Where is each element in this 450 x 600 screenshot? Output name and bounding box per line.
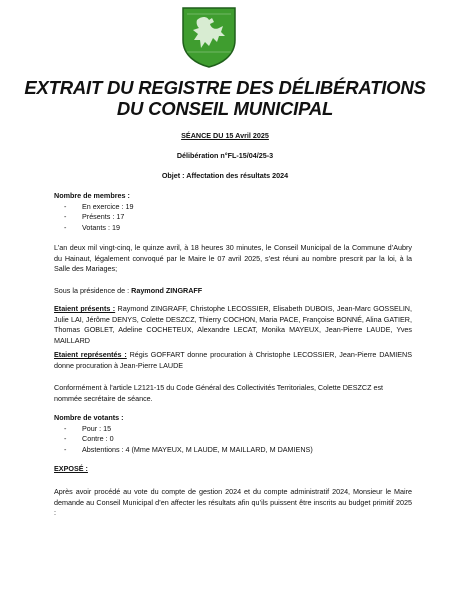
voters-item: - Pour : 15 (54, 424, 412, 435)
members-item: - En exercice : 19 (54, 202, 412, 213)
presents-label: Etaient présents : (54, 304, 116, 313)
document-title-line-1: EXTRAIT DU REGISTRE DES DÉLIBÉRATIONS (24, 77, 426, 98)
represented-label: Etaient représentés : (54, 350, 127, 359)
document-title-line-2: DU CONSEIL MUNICIPAL (116, 98, 334, 119)
voters-heading: Nombre de votants : (54, 413, 124, 422)
municipal-crest-logo (181, 6, 237, 68)
members-list (54, 202, 412, 234)
seance-date: SÉANCE DU 15 Avril 2025 (181, 131, 269, 140)
members-heading: Nombre de membres : (54, 191, 130, 200)
members-section (54, 191, 412, 233)
presents-list: Raymond ZINGRAFF, Christophe LECOSSIER, Elisabeth DUBOIS, Jean-Marc GOSSELIN, Julie LAI, Jérôme DENYS, Colette DESZCZ, Thierry COCHON, Maria PACE, Françoise BONNÉ, Alina GATIER, Thomas GOBLET, Adeline COCHETEUX, Alexandre LECAT, Monika MAYEUX, Jean-Pierre LAUDE, Yves MAILLARD (54, 304, 412, 345)
voters-item: - Abstentions : 4 (Mme MAYEUX, M LAUDE, M MAILLARD, M DAMIENS) (54, 445, 412, 456)
presidence-prefix: Sous la présidence de : (54, 286, 132, 295)
secretary-paragraph: Conformément à l’article L2121-15 du Code Général des Collectivités Territoriales, Colette DESZCZ est nommée secrétaire de séance. (54, 383, 384, 403)
expose-paragraph: Après avoir procédé au vote du compte de gestion 2024 et du compte administratif 2024, Monsieur le Maire demande au Conseil Municipal d’en affecter les résultats afin qu’ils puissent être inscrits au budget primitif 2025 : (54, 487, 412, 518)
deliberation-number: Délibération n°FL-15/04/25-3 (176, 151, 274, 160)
members-item: - Votants : 19 (54, 223, 412, 234)
expose-heading: EXPOSÉ : (54, 464, 88, 473)
voters-section (54, 413, 412, 455)
president-name: Raymond ZINGRAFF (131, 286, 203, 295)
represented-paragraph (54, 350, 412, 371)
intro-paragraph: L’an deux mil vingt-cinq, le quinze avril, à 18 heures 30 minutes, le Conseil Municipal de la Commune d’Aubry du Hainaut, légalement convoqué par le Maire le 07 avril 2025, s’est réuni au nombre prescrit par la loi, à la Salle des Mariages; (54, 243, 412, 274)
represented-list: Régis GOFFART donne procuration à Christophe LECOSSIER, Jean-Pierre DAMIENS donne procuration à Jean-Pierre LAUDE (54, 350, 412, 370)
deliberation-subject: Objet : Affectation des résultats 2024 (161, 171, 289, 180)
presidence-line (54, 286, 412, 297)
members-item: - Présents : 17 (54, 212, 412, 223)
voters-list (54, 424, 412, 456)
presents-paragraph (54, 304, 412, 346)
voters-item: - Contre : 0 (54, 434, 412, 445)
